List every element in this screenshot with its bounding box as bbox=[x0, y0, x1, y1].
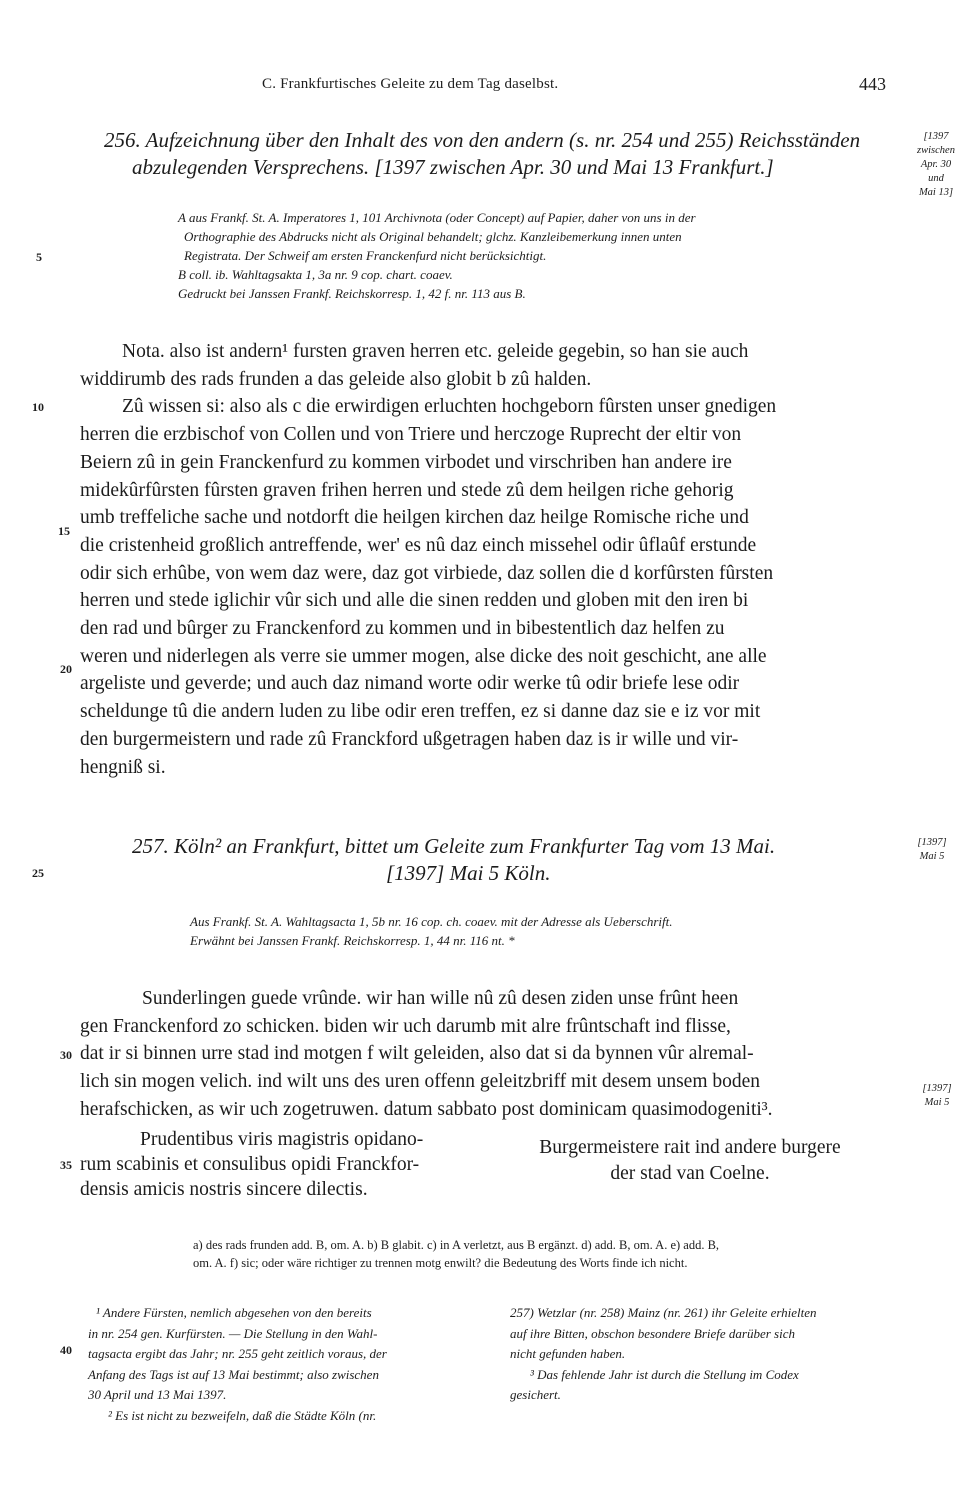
doc257-margin-date: [1397] Mai 5 bbox=[917, 837, 947, 862]
line-number-20: 20 bbox=[60, 662, 72, 676]
doc256-title-line1: 256. Aufzeichnung über den Inhalt des von den andern (s. nr. 254 und 255) Reichsständen bbox=[104, 128, 861, 152]
doc256-text: Nota. also ist andern¹ fursten graven herren etc. geleide gegebin, so han sie auch widdirumb des rads frunden a das geleide also globit b zû halden. Zû wissen si: also als c die erwirdigen erluchten hochgeborn fûrsten unser gnedigen herren die erzbischof von Collen und von Triere und herczoge Ruprecht der eltir von Beiern zû in gein Franckenfurd zu kommen virbodet und virschriben han andere ire midekûrfûrsten fûrsten graven frihen herren und stede zû dem heilgen riche gehorig umb treffeliche sache und notdorft die heilgen kirchen daz heilge Romische riche und die cristenheid großlich antreffende, wer' es nû daz einch missehel odir ûflaûf erstunde odir sich erhûbe, von wem daz were, daz got virbiede, daz sollen die d korfûrsten fûrsten herren und stede iglichir vûr sich und alle die sinen redden und globen mit den iren bi den rad und bûrger zu Franckenford zu kommen und in bibestentlich daz helfen zu weren und niderlegen als verre sie ummer mogen, alse dicke des noit geschicht, ane alle argeliste und geverde; und auch daz nimand worte odir werke tû odir briefe lese odir scheldunge tû die andern luden zu libe odir eren treffen, ez si danne daz sie e iz vor mit den burgermeistern und rade zû Franckford ußgetragen haben daz is ir wille und vir- hengniß si. bbox=[80, 341, 777, 778]
doc257-title-line2: [1397] Mai 5 Köln. bbox=[386, 861, 551, 885]
doc257-address-right: Burgermeistere rait ind andere burgere der stad van Coelne. bbox=[539, 1137, 841, 1184]
doc256-margin-date: [1397 zwischen Apr. 30 und Mai 13] bbox=[917, 131, 955, 198]
doc257-text: Sunderlingen guede vrûnde. wir han wille nû zû desen ziden unse frûnt heen gen Franckenford zo schicken. biden wir uch darumb mit alre frûntschaft ind flisse, dat ir si binnen urre stad ind motgen f wilt geleiden, also dat si da bynnen vûr alremal- lich sin mogen velich. ind wilt uns des uren offenn geleitzbriff mit desem unsem boden herafschicken, as wir uch zogetruwen. datum sabbato post dominicam quasimodogeniti³. bbox=[80, 988, 773, 1120]
line-number-10: 10 bbox=[32, 400, 44, 414]
running-header: C. Frankfurtisches Geleite zu dem Tag daselbst. bbox=[262, 76, 559, 92]
doc257-title-line1: 257. Köln² an Frankfurt, bittet um Geleite zum Frankfurter Tag vom 13 Mai. bbox=[132, 834, 776, 858]
doc257-address-left: Prudentibus viris magistris opidano- rum scabinis et consulibus opidi Franckfor- densis amicis nostris sincere dilectis. bbox=[80, 1129, 424, 1200]
doc256-title-line2: abzulegenden Versprechens. [1397 zwischen Apr. 30 und Mai 13 Frankfurt.] bbox=[132, 155, 774, 179]
doc257-source: Aus Frankf. St. A. Wahltagsacta 1, 5b nr. 16 cop. ch. coaev. mit der Adresse als Ueberschrift. Erwähnt bei Janssen Frankf. Reichskorresp. 1, 44 nr. 116 nt. * bbox=[190, 914, 673, 948]
line-number-35: 35 bbox=[60, 1158, 72, 1172]
footnotes-left: ¹ Andere Fürsten, nemlich abgesehen von den bereits in nr. 254 gen. Kurfürsten. — Die Stellung in den Wahl- tagsacta ergibt das Jahr; nr. 255 geht zeitlich voraus, der Anfang des Tags ist auf 13 Mai bestimmt; also zwischen 30 April und 13 Mai 1397. ² Es ist nicht zu bezweifeln, daß die Städte Köln (nr. bbox=[88, 1305, 387, 1423]
line-number-5: 5 bbox=[36, 250, 42, 264]
doc256-source: A aus Frankf. St. A. Imperatores 1, 101 Archivnota (oder Concept) auf Papier, daher von uns in der Orthographie des Abdrucks nicht als Original behandelt; glchz. Kanzleibemerkung innen unten Registrata. Der Schweif am ersten Franckenfurd nicht berücksichtigt. B coll. ib. Wahltagsakta 1, 3a nr. 9 cop. chart. coaev. Gedruckt bei Janssen Frankf. Reichskorresp. 1, 42 f. nr. 113 aus B. bbox=[178, 210, 696, 301]
line-number-40: 40 bbox=[60, 1343, 72, 1357]
page-number: 443 bbox=[859, 74, 886, 94]
line-number-30: 30 bbox=[60, 1048, 72, 1062]
doc257-margin-date-2: [1397] Mai 5 bbox=[922, 1083, 952, 1108]
line-number-15: 15 bbox=[58, 524, 70, 538]
footnotes-right: 257) Wetzlar (nr. 258) Mainz (nr. 261) ihr Geleite erhielten auf ihre Bitten, obschon besondere Briefe darüber sich nicht gefunden haben. ³ Das fehlende Jahr ist durch die Stellung im Codex gesichert. bbox=[510, 1305, 817, 1402]
line-number-25: 25 bbox=[32, 866, 44, 880]
variant-notes: a) des rads frunden add. B, om. A. b) B glabit. c) in A verletzt, aus B ergänzt. d) add. B, om. A. e) add. B, om. A. f) sic; oder wäre richtiger zu trennen motg enwilt? die Bedeutung des Worts finde ich nicht. bbox=[193, 1238, 720, 1270]
